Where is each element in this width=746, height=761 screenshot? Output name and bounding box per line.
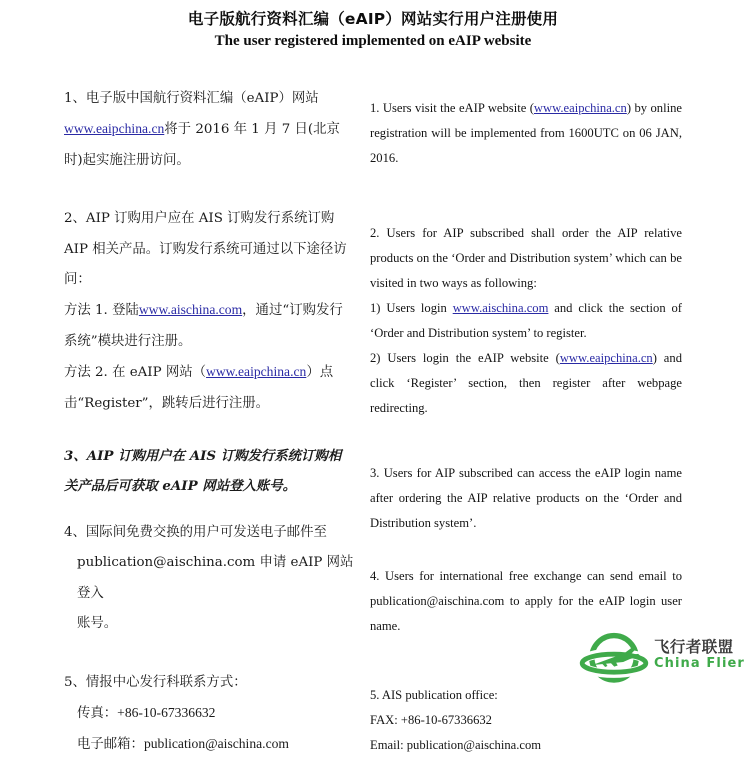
page-title-english: The user registered implemented on eAIP website [214, 33, 532, 49]
cn-method-1-prefix: 方法 1. 登陆 [64, 303, 139, 319]
cn-item-4-line-1: 4、国际间免费交换的用户可发送电子邮件至 [64, 524, 327, 540]
cn-item-2 [64, 204, 354, 295]
cn-item-3: 3、AIP 订购用户在 AIS 订购发行系统订购相关产品后可获取 eAIP 网站登入账号。 [64, 448, 342, 495]
en-item-2: 2. Users for AIP subscribed shall order the AIP relative products on the ‘Order and Distribution system’ which can be visited in two ways as following: [370, 226, 682, 290]
en-item-4: 4. Users for international free exchange can send email to publication@aischina.com to apply for the eAIP login user name. [370, 569, 682, 633]
cn-item-2-method-1 [64, 295, 354, 357]
en-item-5-email: Email: publication@aischina.com [370, 738, 542, 752]
cn-item-4-line-2: publication@aischina.com 申请 eAIP 网站登入 [77, 555, 354, 601]
spacer [64, 502, 354, 518]
page-title-chinese: 电子版航行资料汇编（eAIP）网站实行用户注册使用 [187, 10, 559, 28]
cn-method-2-suffix: ）点击“Register”，跳转后进行注册。 [64, 365, 334, 411]
spacer [64, 640, 354, 668]
en-item-3: 3. Users for AIP subscribed can access the eAIP login name after ordering the AIP relative products on the ‘Order and Distribution system’. [370, 466, 682, 530]
en-item-1 [370, 96, 682, 171]
cn-item-5-heading: 5、情报中心发行科联系方式： [64, 674, 247, 690]
logo-name-chinese: 飞行者联盟 [654, 638, 734, 656]
en-item-1-text-a: 1. Users visit the eAIP website ( [370, 101, 534, 115]
cn-method-1-suffix: ，通过“订购发行系统”模块进行注册。 [64, 303, 343, 349]
en-sub-1-prefix: 1) Users login [370, 301, 453, 315]
chinese-content-column [64, 84, 354, 761]
spacer [370, 449, 682, 461]
cn-item-4-line-3: 账号。 [77, 616, 118, 632]
logo-name-english: China Flier [654, 656, 745, 671]
spacer [370, 199, 682, 221]
cn-method-2-prefix: 方法 2. 在 eAIP 网站（ [64, 365, 207, 381]
cn-item-2-method-2 [64, 357, 354, 419]
cn-fax-label: 传真： [77, 705, 118, 721]
cn-item-1-text-b: 将于 2016 年 1 月 7 日(北京时)起实施注册访问。 [64, 122, 340, 168]
eaipchina-link-en-1[interactable]: www.eaipchina.cn [533, 101, 627, 115]
china-flier-logo [578, 622, 746, 700]
spacer [370, 421, 682, 449]
en-item-1-text-b: ) by online registration will be implemented from 1600UTC on 06 JAN, 2016. [370, 101, 682, 165]
cn-item-2-text-a: 2、AIP 订购用户应在 AIS 订购发行系统订购 AIP 相关产品。订购发行系统可通过以下途径访问： [64, 211, 347, 288]
aischina-link-en[interactable]: www.aischina.com [452, 301, 549, 315]
en-item-2-sub-1 [370, 296, 682, 346]
cn-item-5-fax [64, 698, 354, 729]
eaipchina-link-cn-2[interactable]: www.eaipchina.cn [206, 364, 307, 380]
en-item-5-heading: 5. AIS publication office: [370, 688, 498, 702]
spacer [370, 84, 682, 96]
document-title-block [0, 8, 746, 52]
en-item-5-fax: FAX: +86-10-67336632 [370, 713, 492, 727]
cn-item-1 [64, 84, 354, 176]
aischina-link-cn[interactable]: www.aischina.com [138, 302, 243, 318]
en-sub-2-prefix: 2) Users login the eAIP website ( [370, 351, 560, 365]
cn-email-label: 电子邮箱： [77, 737, 144, 753]
en-item-2-sub-2 [370, 346, 682, 421]
en-sub-2-suffix: ) and click ‘Register’ section, then register after webpage redirecting. [370, 351, 682, 415]
airplane-orbit-icon [578, 626, 650, 692]
spacer [370, 171, 682, 199]
cn-item-5-email [64, 729, 354, 760]
eaipchina-link-en-2[interactable]: www.eaipchina.cn [559, 351, 653, 365]
eaipchina-link-cn-1[interactable]: www.eaipchina.cn [64, 121, 165, 137]
spacer [64, 419, 354, 441]
spacer [64, 176, 354, 204]
cn-item-1-text-a: 1、电子版中国航行资料汇编（eAIP）网站 [64, 91, 319, 106]
spacer [370, 536, 682, 564]
cn-email-value: publication@aischina.com [143, 736, 289, 752]
cn-fax-value: +86-10-67336632 [117, 704, 216, 720]
en-sub-1-suffix: and click the section of ‘Order and Distribution system’ to register. [370, 301, 682, 340]
logo-wordmark [654, 638, 746, 672]
